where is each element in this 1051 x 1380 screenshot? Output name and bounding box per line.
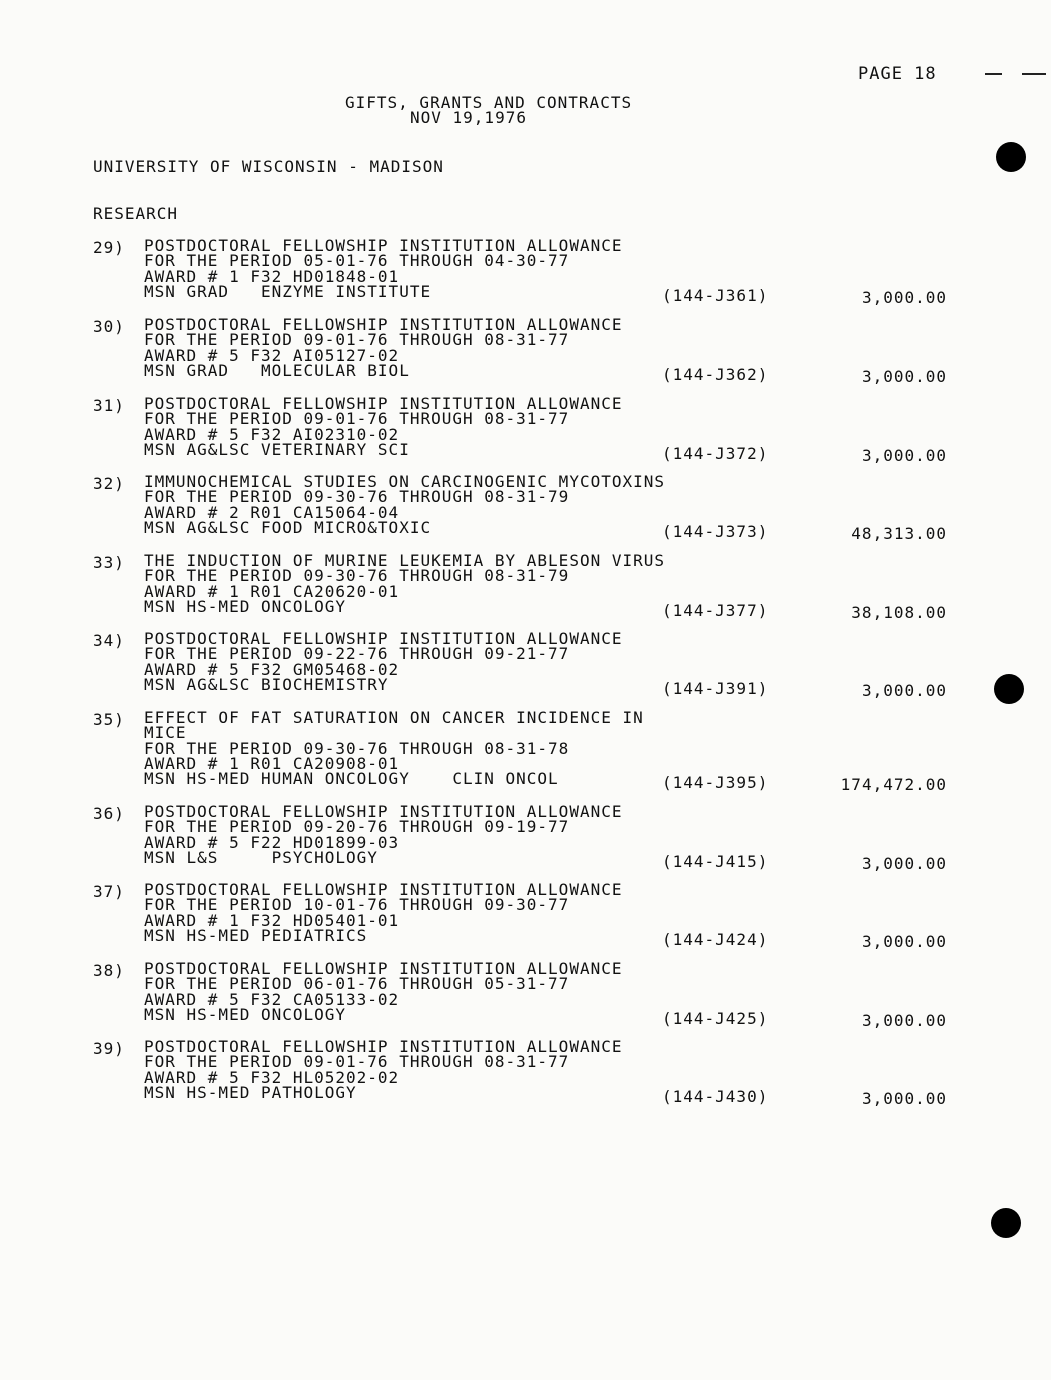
account-number: (144-J362)	[662, 364, 769, 384]
grant-entry	[93, 553, 953, 623]
account-number: (144-J391)	[662, 678, 769, 698]
award-amount: 3,000.00	[861, 931, 947, 951]
margin-dash-mark	[1022, 73, 1046, 75]
account-number: (144-J377)	[662, 600, 769, 620]
award-amount: 38,108.00	[851, 602, 947, 622]
entry-title: POSTDOCTORAL FELLOWSHIP INSTITUTION ALLOWANCE	[144, 629, 623, 648]
entry-title: THE INDUCTION OF MURINE LEUKEMIA BY ABLESON VIRUS	[144, 551, 666, 570]
entry-detail-line: MSN AG&LSC FOOD MICRO&TOXIC	[144, 517, 432, 537]
award-amount: 3,000.00	[861, 1010, 947, 1030]
entry-title: POSTDOCTORAL FELLOWSHIP INSTITUTION ALLOWANCE	[144, 802, 623, 821]
entry-detail-line: AWARD # 1 F32 HD05401-01	[144, 910, 400, 930]
entry-detail-line: FOR THE PERIOD 09-30-76 THROUGH 08-31-78	[144, 738, 570, 758]
entry-detail-line: FOR THE PERIOD 09-01-76 THROUGH 08-31-77	[144, 409, 570, 429]
grant-entry	[93, 804, 953, 874]
entry-detail-line: MSN HS-MED PATHOLOGY	[144, 1082, 357, 1102]
entry-title: POSTDOCTORAL FELLOWSHIP INSTITUTION ALLOWANCE	[144, 315, 623, 334]
award-amount: 3,000.00	[861, 1088, 947, 1108]
entry-number: 30)	[93, 317, 125, 336]
grant-entry	[93, 474, 953, 544]
entry-number: 31)	[93, 396, 125, 415]
entry-title: POSTDOCTORAL FELLOWSHIP INSTITUTION ALLOWANCE	[144, 1037, 623, 1056]
report-title: GIFTS, GRANTS AND CONTRACTS	[345, 93, 633, 112]
entry-title: IMMUNOCHEMICAL STUDIES ON CARCINOGENIC MYCOTOXINS	[144, 472, 666, 491]
entry-number: 33)	[93, 553, 125, 572]
entry-detail-line: MSN HS-MED PEDIATRICS	[144, 925, 368, 945]
entry-number: 32)	[93, 474, 125, 493]
grant-entry	[93, 882, 953, 952]
entry-detail-line: FOR THE PERIOD 09-20-76 THROUGH 09-19-77	[144, 817, 570, 837]
account-number: (144-J424)	[662, 929, 769, 949]
award-amount: 3,000.00	[861, 287, 947, 307]
grant-entry	[93, 961, 953, 1031]
entry-detail-line: AWARD # 5 F22 HD01899-03	[144, 832, 400, 852]
entry-number: 36)	[93, 804, 125, 823]
award-amount: 3,000.00	[861, 366, 947, 386]
entry-number: 29)	[93, 238, 125, 257]
entry-detail-line: AWARD # 2 R01 CA15064-04	[144, 502, 400, 522]
award-amount: 3,000.00	[861, 445, 947, 465]
grant-entry	[93, 708, 953, 795]
punch-hole-top	[996, 142, 1026, 172]
punch-hole-middle	[994, 674, 1024, 704]
grant-entry	[93, 317, 953, 387]
entry-detail-line: FOR THE PERIOD 09-30-76 THROUGH 08-31-79	[144, 487, 570, 507]
entry-detail-line: FOR THE PERIOD 10-01-76 THROUGH 09-30-77	[144, 895, 570, 915]
award-amount: 174,472.00	[840, 775, 947, 795]
grant-entry	[93, 1039, 953, 1109]
entry-detail-line: MSN HS-MED ONCOLOGY	[144, 1004, 347, 1024]
entry-detail-line: AWARD # 5 F32 AI05127-02	[144, 345, 400, 365]
entry-detail-line: AWARD # 1 F32 HD01848-01	[144, 266, 400, 286]
account-number: (144-J395)	[662, 773, 769, 793]
entry-detail-line: MSN AG&LSC BIOCHEMISTRY	[144, 674, 389, 694]
entry-detail-line: FOR THE PERIOD 09-01-76 THROUGH 08-31-77	[144, 1052, 570, 1072]
account-number: (144-J430)	[662, 1086, 769, 1106]
entry-detail-line: AWARD # 5 F32 AI02310-02	[144, 424, 400, 444]
award-amount: 48,313.00	[851, 523, 947, 543]
entry-title: POSTDOCTORAL FELLOWSHIP INSTITUTION ALLOWANCE	[144, 959, 623, 978]
grant-entry	[93, 396, 953, 466]
entry-detail-line: AWARD # 5 F32 HL05202-02	[144, 1067, 400, 1087]
entry-title: POSTDOCTORAL FELLOWSHIP INSTITUTION ALLOWANCE	[144, 394, 623, 413]
award-amount: 3,000.00	[861, 853, 947, 873]
entry-title: POSTDOCTORAL FELLOWSHIP INSTITUTION ALLOWANCE	[144, 880, 623, 899]
account-number: (144-J373)	[662, 521, 769, 541]
punch-hole-bottom	[991, 1208, 1021, 1238]
entry-detail-line: FOR THE PERIOD 09-01-76 THROUGH 08-31-77	[144, 330, 570, 350]
entry-number: 38)	[93, 961, 125, 980]
entry-number: 35)	[93, 710, 125, 729]
entry-detail-line: MSN GRAD MOLECULAR BIOL	[144, 360, 410, 380]
account-number: (144-J372)	[662, 443, 769, 463]
entry-title: POSTDOCTORAL FELLOWSHIP INSTITUTION ALLOWANCE	[144, 236, 623, 255]
account-number: (144-J361)	[662, 285, 769, 305]
grant-entry	[93, 631, 953, 701]
section-heading: RESEARCH	[93, 204, 179, 223]
entry-detail-line: FOR THE PERIOD 09-22-76 THROUGH 09-21-77	[144, 644, 570, 664]
university-heading: UNIVERSITY OF WISCONSIN - MADISON	[93, 157, 444, 176]
entry-detail-line: AWARD # 5 F32 CA05133-02	[144, 989, 400, 1009]
award-amount: 3,000.00	[861, 680, 947, 700]
entry-detail-line: AWARD # 1 R01 CA20908-01	[144, 753, 400, 773]
entry-detail-line: FOR THE PERIOD 09-30-76 THROUGH 08-31-79	[144, 566, 570, 586]
margin-dash-mark	[985, 73, 1002, 75]
entry-number: 37)	[93, 882, 125, 901]
entry-detail-line: MSN AG&LSC VETERINARY SCI	[144, 439, 410, 459]
account-number: (144-J415)	[662, 851, 769, 871]
entry-detail-line: MSN HS-MED HUMAN ONCOLOGY CLIN ONCOL	[144, 769, 559, 789]
entry-title: EFFECT OF FAT SATURATION ON CANCER INCIDENCE IN	[144, 708, 644, 727]
entry-detail-line: MICE	[144, 723, 187, 743]
entry-number: 34)	[93, 631, 125, 650]
entry-detail-line: MSN HS-MED ONCOLOGY	[144, 596, 347, 616]
grant-entry	[93, 238, 953, 308]
entry-number: 39)	[93, 1039, 125, 1058]
entry-detail-line: MSN GRAD ENZYME INSTITUTE	[144, 281, 432, 301]
entry-detail-line: FOR THE PERIOD 06-01-76 THROUGH 05-31-77	[144, 974, 570, 994]
report-date: NOV 19,1976	[410, 108, 527, 127]
page-number: PAGE 18	[858, 64, 937, 84]
account-number: (144-J425)	[662, 1008, 769, 1028]
entry-detail-line: FOR THE PERIOD 05-01-76 THROUGH 04-30-77	[144, 251, 570, 271]
entry-detail-line: MSN L&S PSYCHOLOGY	[144, 847, 378, 867]
entry-detail-line: AWARD # 1 R01 CA20620-01	[144, 581, 400, 601]
entry-detail-line: AWARD # 5 F32 GM05468-02	[144, 659, 400, 679]
